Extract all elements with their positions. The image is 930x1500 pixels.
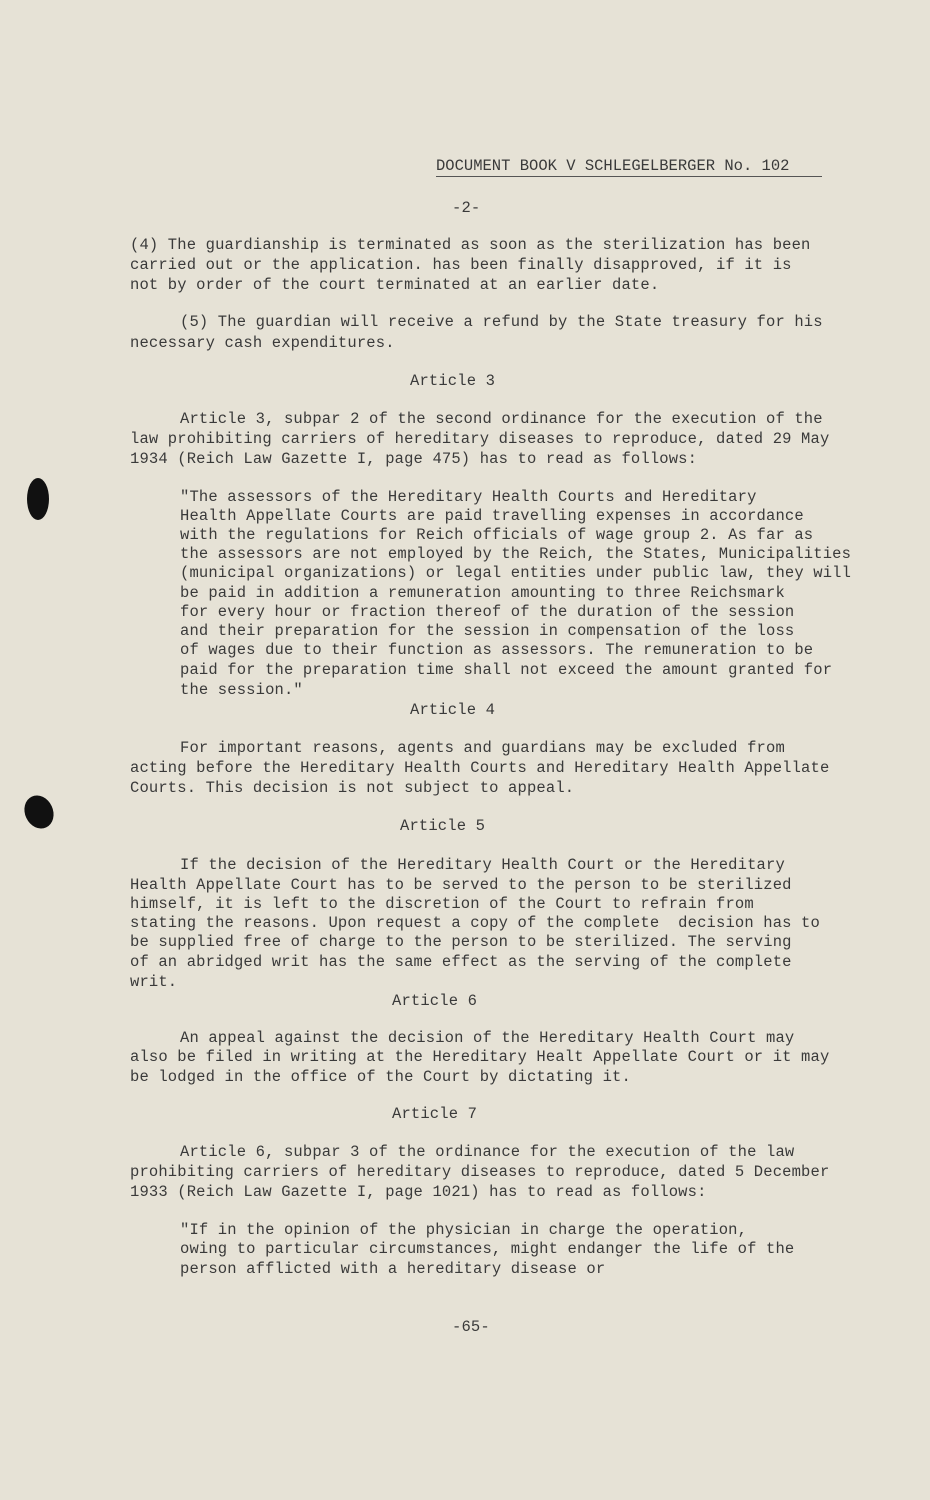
article-7-quote-line-1: "If in the opinion of the physician in charge the operation,	[180, 1221, 748, 1239]
article-7-intro-line-3: 1933 (Reich Law Gazette I, page 1021) has to read as follows:	[130, 1183, 707, 1201]
header-underline	[436, 176, 822, 177]
article-3-quote-line-1: "The assessors of the Hereditary Health Courts and Hereditary	[180, 488, 757, 506]
article-6-heading: Article 6	[392, 992, 478, 1010]
article-5-line-6: of an abridged writ has the same effect as the serving of the complete	[130, 953, 792, 971]
article-3-quote-line-2: Health Appellate Courts are paid travelling expenses in accordance	[180, 507, 804, 525]
paragraph-5-line-1: (5) The guardian will receive a refund by the State treasury for his	[180, 313, 823, 331]
page-number-top: -2-	[452, 199, 481, 217]
paragraph-4-line-3: not by order of the court terminated at an earlier date.	[130, 276, 660, 294]
article-3-intro-line-3: 1934 (Reich Law Gazette I, page 475) has to read as follows:	[130, 450, 698, 468]
article-5-line-2: Health Appellate Court has to be served to the person to be sterilized	[130, 876, 792, 894]
article-4-line-3: Courts. This decision is not subject to appeal.	[130, 779, 575, 797]
article-3-quote-line-4: the assessors are not employed by the Reich, the States, Municipalities	[180, 545, 852, 563]
article-3-quote-line-10: paid for the preparation time shall not exceed the amount granted for	[180, 661, 833, 679]
punch-hole-upper	[27, 478, 49, 520]
article-3-intro-line-1: Article 3, subpar 2 of the second ordinance for the execution of the	[180, 410, 823, 428]
article-4-heading: Article 4	[410, 701, 496, 719]
article-5-heading: Article 5	[400, 817, 486, 835]
article-5-line-1: If the decision of the Hereditary Health Court or the Hereditary	[180, 856, 785, 874]
article-3-quote-line-3: with the regulations for Reich officials of wage group 2. As far as	[180, 526, 814, 544]
article-6-line-3: be lodged in the office of the Court by dictating it.	[130, 1068, 631, 1086]
article-3-quote-line-5: (municipal organizations) or legal entities under public law, they will	[180, 564, 852, 582]
article-3-quote-line-9: of wages due to their function as assessors. The remuneration to be	[180, 641, 814, 659]
document-reference: DOCUMENT BOOK V SCHLEGELBERGER No. 102	[436, 157, 790, 175]
paragraph-5-line-2: necessary cash expenditures.	[130, 334, 395, 352]
article-3-quote-line-6: be paid in addition a remuneration amounting to three Reichsmark	[180, 584, 785, 602]
page-number-bottom: -65-	[452, 1318, 490, 1336]
article-3-heading: Article 3	[410, 372, 496, 390]
punch-hole-lower	[19, 791, 59, 834]
article-4-line-1: For important reasons, agents and guardians may be excluded from	[180, 739, 785, 757]
article-5-line-5: be supplied free of charge to the person to be sterilized. The serving	[130, 933, 792, 951]
article-6-line-2: also be filed in writing at the Hereditary Healt Appellate Court or it may	[130, 1048, 830, 1066]
article-7-intro-line-1: Article 6, subpar 3 of the ordinance for the execution of the law	[180, 1143, 795, 1161]
article-7-intro-line-2: prohibiting carriers of hereditary diseases to reproduce, dated 5 December	[130, 1163, 830, 1181]
article-3-quote-line-11: the session."	[180, 681, 303, 699]
article-7-quote-line-3: person afflicted with a hereditary disease or	[180, 1260, 606, 1278]
article-5-line-7: writ.	[130, 973, 178, 991]
article-7-heading: Article 7	[392, 1105, 478, 1123]
article-5-line-3: himself, it is left to the discretion of the Court to refrain from	[130, 895, 754, 913]
paragraph-4-line-2: carried out or the application. has been finally disapproved, if it is	[130, 256, 792, 274]
article-3-quote-line-7: for every hour or fraction thereof of the duration of the session	[180, 603, 795, 621]
article-3-quote-line-8: and their preparation for the session in compensation of the loss	[180, 622, 795, 640]
article-3-intro-line-2: law prohibiting carriers of hereditary diseases to reproduce, dated 29 May	[130, 430, 830, 448]
article-7-quote-line-2: owing to particular circumstances, might endanger the life of the	[180, 1240, 795, 1258]
article-5-line-4: stating the reasons. Upon request a copy of the complete decision has to	[130, 914, 820, 932]
paragraph-4-line-1: (4) The guardianship is terminated as soon as the sterilization has been	[130, 236, 811, 254]
article-4-line-2: acting before the Hereditary Health Courts and Hereditary Health Appellate	[130, 759, 830, 777]
article-6-line-1: An appeal against the decision of the Hereditary Health Court may	[180, 1029, 795, 1047]
